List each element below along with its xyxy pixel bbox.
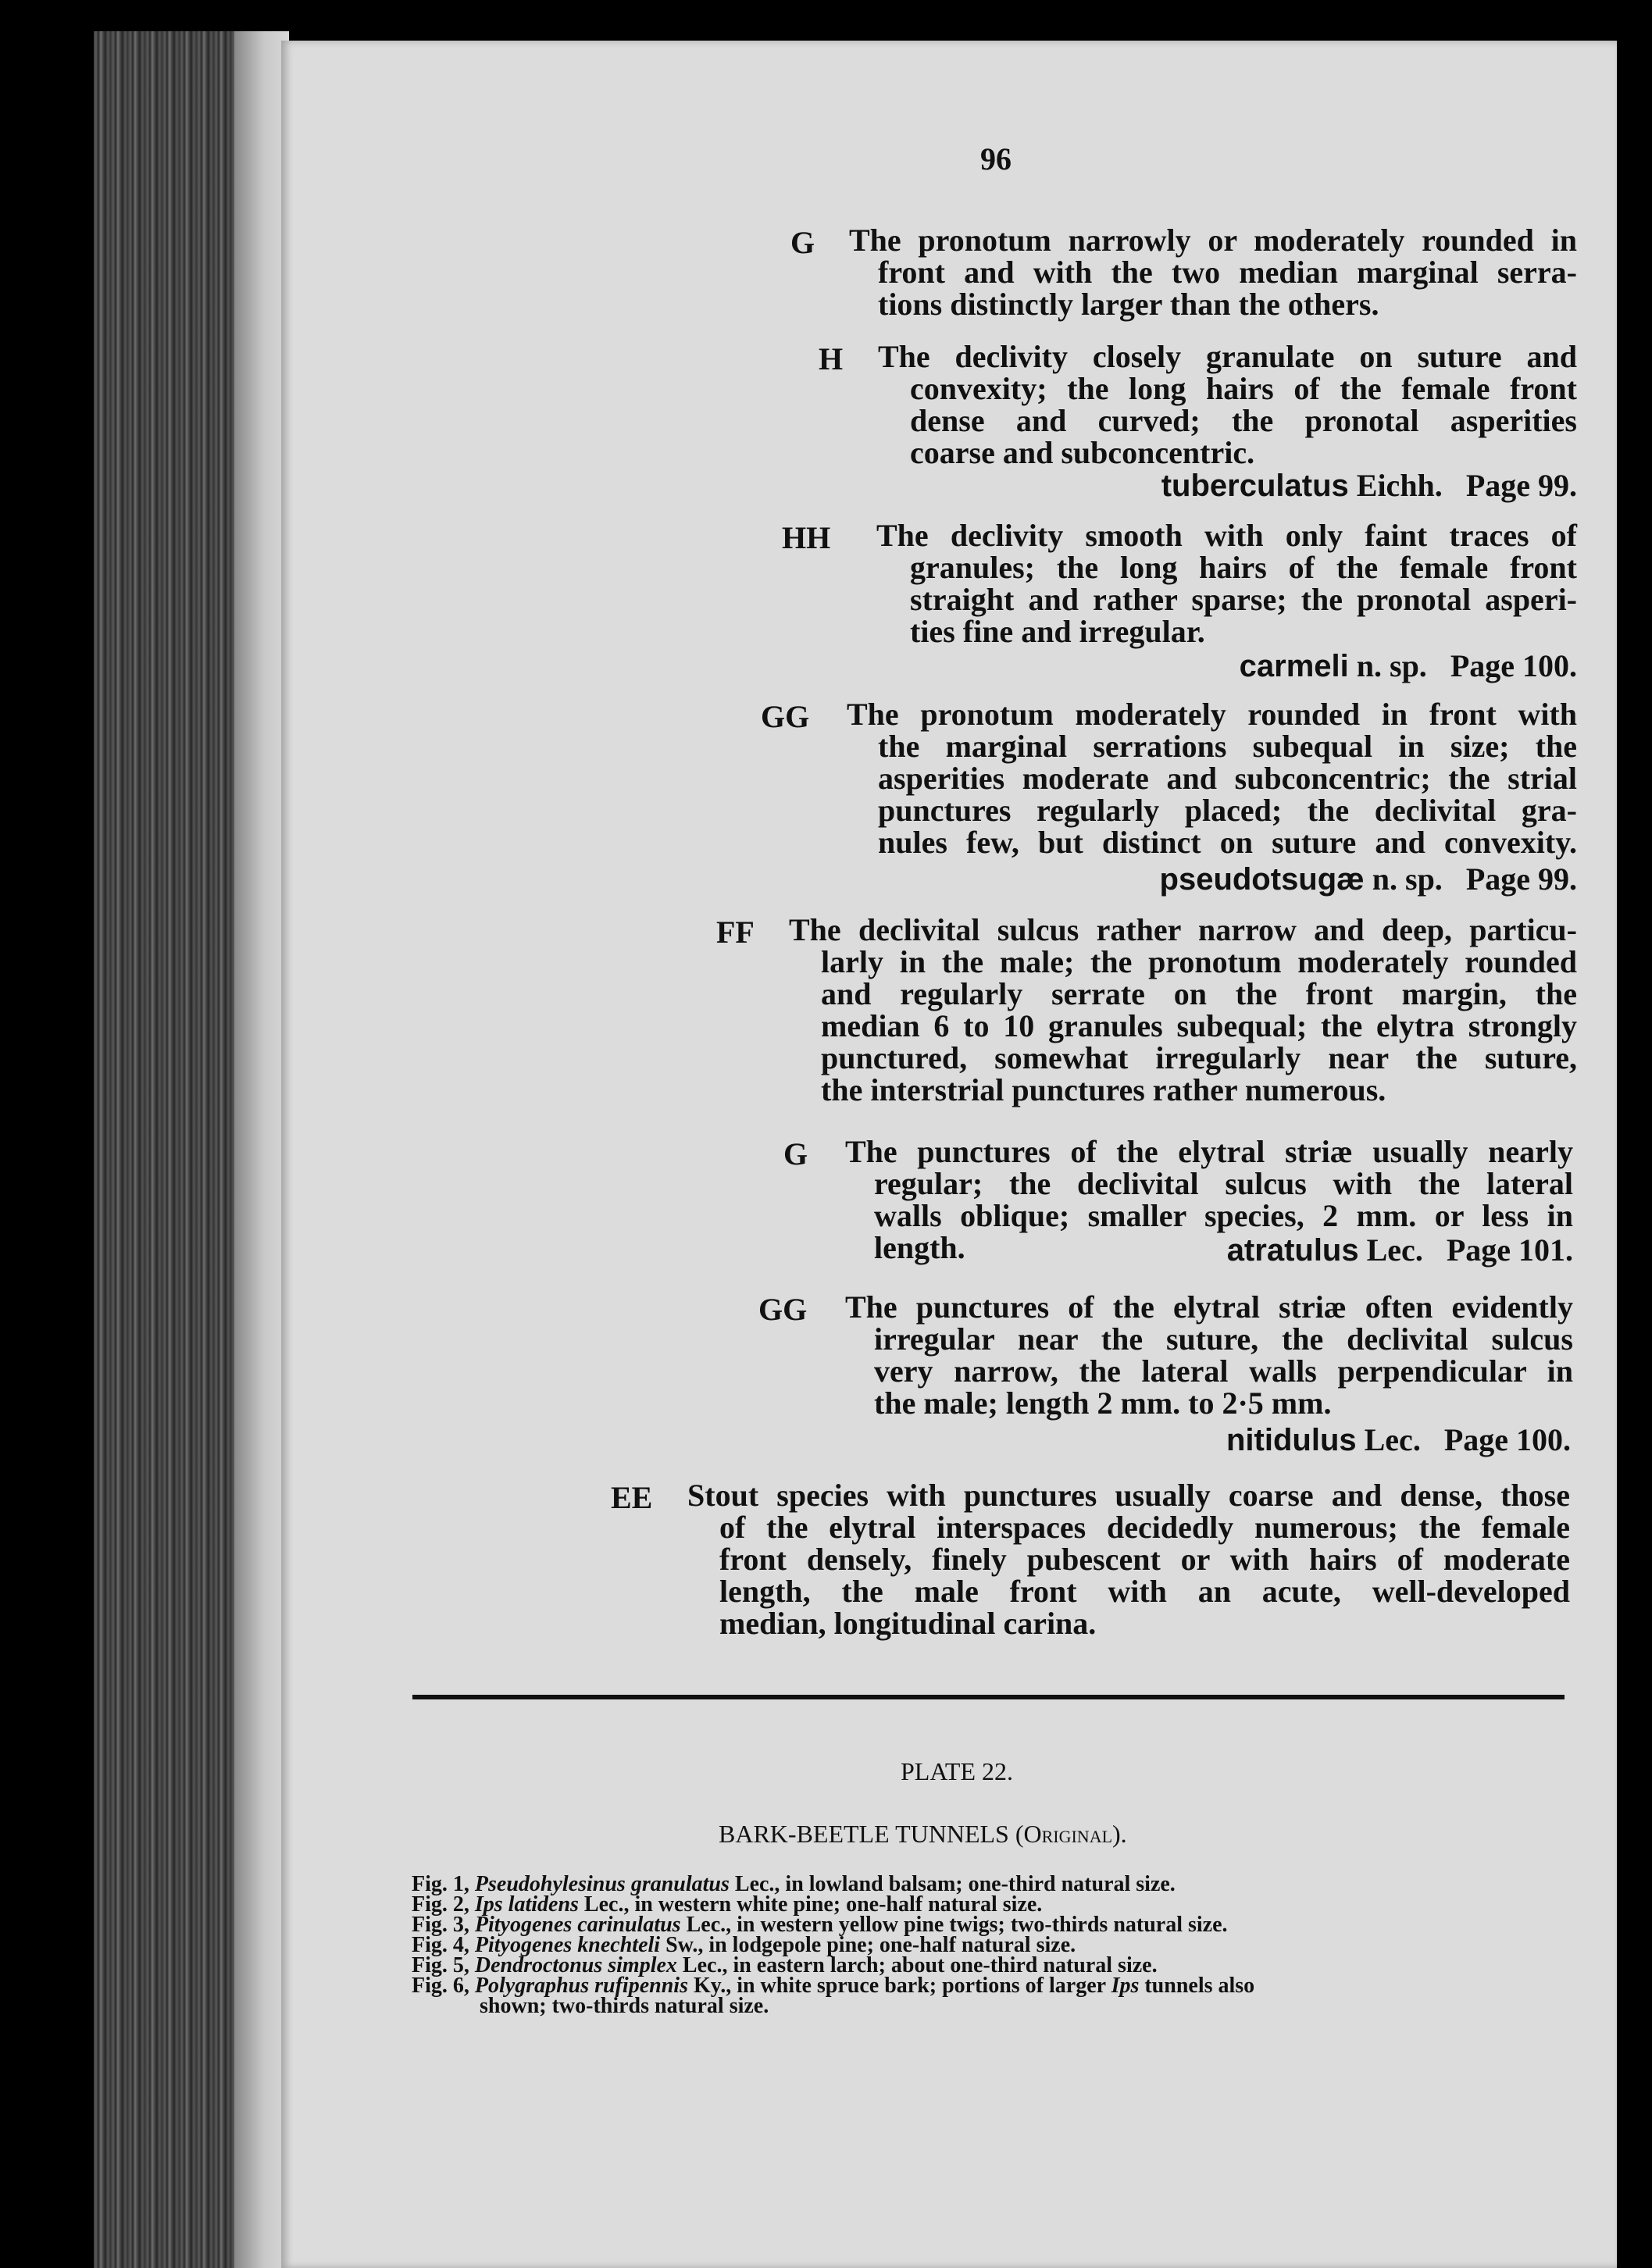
species-reference [1160, 861, 1577, 897]
page-number: 96 [980, 141, 1012, 177]
entry-line: The punctures of the elytral striæ often evidently [845, 1289, 1573, 1325]
entry-line: of the elytral interspaces decidedly numerous; the female [719, 1510, 1570, 1545]
figure-number: Fig. 1, [412, 1872, 469, 1896]
figure-number: Fig. 5, [412, 1953, 469, 1977]
entry-line: nules few, but distinct on suture and convexity. [878, 825, 1577, 860]
species-name: Pseudohylesinus granulatus [474, 1872, 730, 1896]
figure-description: Lec., in western white pine; one-half natural size. [578, 1892, 1043, 1917]
key-label: G [790, 225, 815, 260]
entry-line: and regularly serrate on the front margin, the [821, 976, 1577, 1011]
species-name: Pityogenes carinulatus [474, 1913, 681, 1937]
figure-description: tunnels also [1139, 1974, 1255, 1998]
entry-line: length. [874, 1230, 965, 1265]
figure-description: Sw., in lodgepole pine; one-half natural size. [660, 1933, 1076, 1957]
species-reference [1226, 1421, 1571, 1458]
entry-line: The punctures of the elytral striæ usually nearly [845, 1134, 1573, 1169]
species-name: tuberculatus [1161, 469, 1349, 503]
entry-line: granules; the long hairs of the female front [910, 550, 1577, 585]
species-author: Lec. [1364, 1422, 1421, 1457]
entry-line: dense and curved; the pronotal asperities [910, 403, 1577, 438]
key-label: GG [761, 699, 810, 734]
entry-line: median, longitudinal carina. [719, 1606, 1097, 1641]
species-name: carmeli [1239, 649, 1349, 683]
key-label: GG [758, 1292, 808, 1327]
species-name: Ips latidens [474, 1892, 579, 1917]
key-entry [847, 698, 1577, 858]
plate-subtitle-main: BARK-BEETLE TUNNELS [719, 1820, 1009, 1848]
figure-description: Lec., in lowland balsam; one-third natural size. [729, 1872, 1176, 1896]
species-name: Pityogenes knechteli [474, 1933, 661, 1957]
key-entry [845, 1291, 1573, 1419]
key-label: HH [782, 520, 831, 555]
entry-line: the marginal serrations subequal in size; the [878, 729, 1577, 764]
key-entry [687, 1479, 1570, 1639]
species-name: atratulus [1226, 1233, 1359, 1268]
species-author: n. sp. [1356, 648, 1427, 683]
entry-line: walls oblique; smaller species, 2 mm. or less in [874, 1198, 1573, 1233]
entry-line: the interstrial punctures rather numerous. [821, 1072, 1386, 1107]
key-entry [876, 519, 1577, 647]
species-name: nitidulus [1226, 1423, 1357, 1457]
entry-line: median 6 to 10 granules subequal; the elytra strongly [821, 1008, 1577, 1043]
species-name: pseudotsugæ [1159, 862, 1365, 897]
figure-number: Fig. 4, [412, 1933, 469, 1957]
plate-subtitle-note: (Original). [1015, 1820, 1127, 1848]
entry-line: punctures regularly placed; the declivital gra- [878, 793, 1577, 828]
figure-number: Fig. 6, [412, 1974, 469, 1998]
entry-line: the male; length 2 mm. to 2·5 mm. [874, 1385, 1332, 1421]
figure-number: Fig. 2, [412, 1892, 469, 1917]
page-reference: Page 99. [1465, 861, 1577, 897]
species-author: n. sp. [1372, 861, 1443, 897]
page-reference: Page 100. [1450, 648, 1577, 683]
key-label: EE [611, 1480, 653, 1515]
entry-line: straight and rather sparse; the pronotal asperi- [910, 582, 1577, 617]
horizontal-rule [412, 1695, 1565, 1699]
entry-line: tions distinctly larger than the others. [878, 287, 1379, 322]
key-label: G [783, 1136, 808, 1171]
page-reference: Page 99. [1465, 468, 1577, 503]
entry-line: Stout species with punctures usually coarse and dense, those [687, 1478, 1570, 1513]
entry-line: larly in the male; the pronotum moderately rounded [821, 944, 1577, 979]
species-author: Lec. [1366, 1232, 1423, 1268]
entry-line: irregular near the suture, the declivital sulcus [874, 1321, 1573, 1357]
figure-number: Fig. 3, [412, 1913, 469, 1937]
figure-caption-continued: shown; two-thirds natural size. [480, 1994, 769, 2018]
page-reference: Page 101. [1446, 1232, 1573, 1268]
figure-description: Lec., in eastern larch; about one-third natural size. [676, 1953, 1158, 1977]
entry-line: The declivity closely granulate on suture and [878, 339, 1577, 374]
entry-line: coarse and subconcentric. [910, 435, 1255, 470]
species-reference [1161, 467, 1577, 504]
figure-description: Ky., in white spruce bark; portions of larger [687, 1974, 1111, 1998]
entry-line: front densely, finely pubescent or with hairs of moderate [719, 1542, 1570, 1577]
page-reference: Page 100. [1443, 1422, 1571, 1457]
key-label: H [819, 341, 844, 376]
key-entry [878, 341, 1577, 469]
entry-line: length, the male front with an acute, well-developed [719, 1574, 1570, 1609]
key-entry [849, 224, 1577, 320]
genus-name: Ips [1111, 1974, 1140, 1998]
plate-title: PLATE 22. [901, 1757, 1013, 1785]
entry-line: punctured, somewhat irregularly near the suture, [821, 1040, 1577, 1075]
entry-line: The declivity smooth with only faint traces of [876, 518, 1577, 553]
entry-line: The declivital sulcus rather narrow and deep, particu- [789, 912, 1577, 947]
entry-line: convexity; the long hairs of the female front [910, 371, 1577, 406]
species-reference [1240, 647, 1577, 684]
species-name: Polygraphus rufipennis [474, 1974, 688, 1998]
entry-line: asperities moderate and subconcentric; the strial [878, 761, 1577, 796]
key-label: FF [716, 915, 755, 950]
species-name: Dendroctonus simplex [474, 1953, 677, 1977]
plate-subtitle [719, 1820, 1127, 1849]
species-reference [1227, 1232, 1573, 1268]
entry-line: The pronotum moderately rounded in front with [847, 697, 1577, 732]
entry-line: very narrow, the lateral walls perpendicular in [874, 1353, 1573, 1389]
key-entry [789, 914, 1577, 1106]
entry-line: The pronotum narrowly or moderately rounded in [849, 223, 1577, 258]
entry-line: front and with the two median marginal serra- [878, 255, 1577, 290]
entry-line: ties fine and irregular. [910, 614, 1205, 649]
entry-line: regular; the declivital sulcus with the lateral [874, 1166, 1573, 1201]
figure-description: Lec., in western yellow pine twigs; two-thirds natural size. [680, 1913, 1228, 1937]
species-author: Eichh. [1356, 468, 1443, 503]
